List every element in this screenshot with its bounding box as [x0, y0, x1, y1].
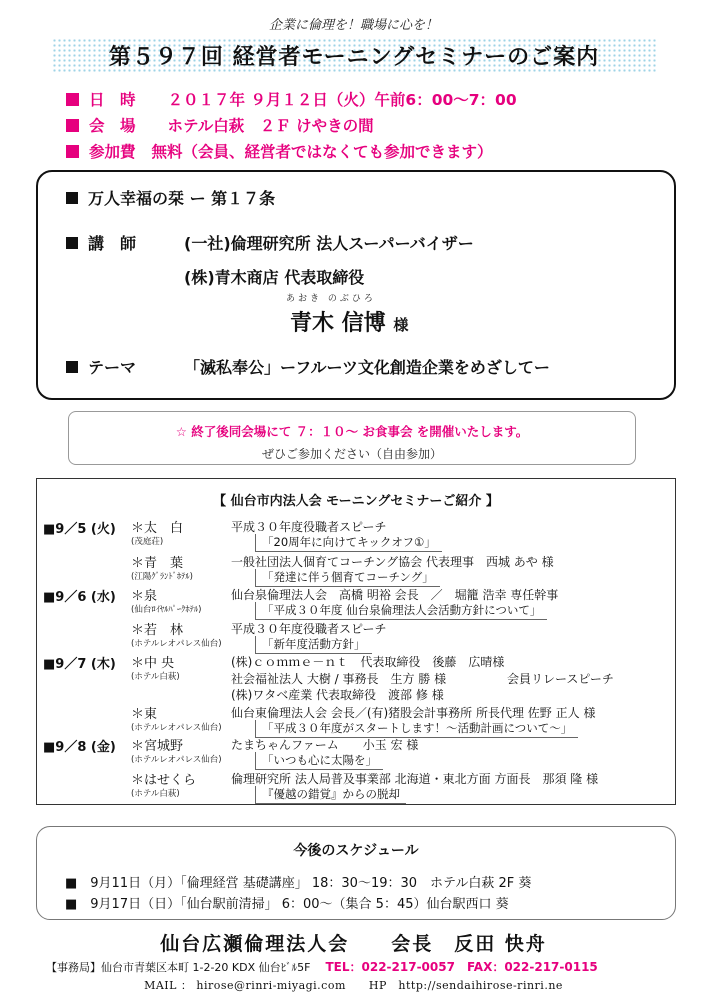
tel-fax: TEL：022-217-0057 FAX：022-217-0115 [325, 960, 598, 974]
event-venue: (ホテル白萩) [131, 672, 180, 682]
event-venue: (ホテルレオパレス仙台) [131, 723, 222, 733]
info-venue [66, 114, 374, 136]
notice-line2: ぜひご参加ください（自由参加） [261, 447, 442, 461]
office-address: 【事務局】仙台市青葉区本町 1-2-20 KDX 仙台ﾋﾞﾙ5F [46, 961, 311, 974]
square-bullet-icon [66, 237, 78, 249]
event-venue: (茂庭荘) [131, 537, 164, 547]
event-date: ■9／8 (金) [43, 740, 116, 755]
schedule-box [36, 826, 676, 920]
event-theme: 『優越の錯覚』からの脱却 [255, 786, 406, 804]
theme-label: テーマ [88, 358, 137, 377]
catchphrase: 企業に倫理を！職場に心を！ [268, 18, 438, 33]
event-date: ■9／6 (水) [43, 590, 116, 605]
info-value: ホテル白萩 ２Ｆ けやきの間 [167, 117, 374, 135]
event-desc: 平成３０年度役職者スピーチ [231, 622, 387, 636]
theme-text: 「滅私奉公」ーフルーツ文化創造企業をめざしてー [184, 358, 550, 377]
page-title: 第５９７回 経営者モーニングセミナーのご案内 [108, 44, 600, 70]
speaker-ruby: あおき のぶひろ [286, 294, 376, 304]
event-desc: 一般社団法人個育てコーチング協会 代表理事 西城 あや 様 [231, 555, 554, 569]
event-venue: (ホテルレオパレス仙台) [131, 639, 222, 649]
event-venue: (ホテルレオパレス仙台) [131, 755, 222, 765]
meal-notice [68, 411, 636, 465]
speaker-name: 青木 信博 [290, 311, 386, 336]
schedule-item: ■ 9月17日（日）「仙台駅前清掃」 6：00～（集合 5：45）仙台駅西口 葵 [65, 897, 509, 912]
event-name: ＊はせくら [131, 773, 197, 788]
contact-row: MAIL ： hirose@rinri-miyagi.com HP http://sendaihirose-rinri.ne [144, 979, 563, 992]
info-value: ２０１７年 ９月１２日（火）午前6：00～7：00 [167, 91, 517, 109]
event-date: ■9／7 (木) [43, 657, 116, 672]
square-bullet-icon [66, 145, 79, 158]
event-desc-3: (株)ワタベ産業 代表取締役 渡部 修 様 [231, 688, 444, 702]
event-theme: 「20周年に向けてキックオフ①」 [255, 534, 442, 552]
event-desc: 仙台泉倫理法人会 高橋 明裕 会長 ／ 堀籠 浩幸 専任幹事 [231, 588, 559, 602]
lecturer-row [66, 231, 136, 254]
schedule-heading: 今後のスケジュール [293, 843, 419, 859]
lecture-title: 万人幸福の栞 ー 第１７条 [88, 189, 276, 208]
event-name: ＊若 林 [131, 623, 184, 638]
speaker-suffix: 様 [393, 316, 409, 334]
event-name: ＊太 白 [131, 521, 184, 536]
event-desc: 仙台東倫理法人会 会長／(有)猪股会計事務所 所長代理 佐野 正人 様 [231, 706, 596, 720]
info-fee [66, 140, 493, 162]
event-desc-2: 社会福祉法人 大樹 / 事務長 生方 勝 様 [231, 672, 447, 686]
event-desc: (株)ｃｏｍｍｅ－ｎｔ 代表取締役 後藤 広晴様 [231, 655, 505, 669]
event-theme: 「平成３０年度がスタートします！～活動計画について～」 [255, 720, 578, 738]
event-theme: 「いつも心に太陽を」 [255, 752, 383, 770]
event-venue: (江陽ｸﾞﾗﾝﾄﾞﾎﾃﾙ) [131, 572, 193, 582]
lecture-row [66, 186, 275, 209]
event-theme: 「平成３０年度 仙台泉倫理法人会活動方針について」 [255, 602, 547, 620]
event-theme: 「発達に伴う個育てコーチング」 [255, 569, 440, 587]
square-bullet-icon [66, 93, 79, 106]
organization-name: 仙台広瀬倫理法人会 会長 反田 快舟 [160, 933, 547, 955]
event-name: ＊東 [131, 707, 158, 722]
lecturer-org1: (一社)倫理研究所 法人スーパーバイザー [184, 234, 474, 253]
schedule-item: ■ 9月11日（月）「倫理経営 基礎講座」 18：30～19：30 ホテル白萩 2F 葵 [65, 876, 532, 891]
event-note: 会員リレースピーチ [507, 672, 614, 686]
lecturer-org2: (株)青木商店 代表取締役 [184, 268, 365, 287]
event-desc: 倫理研究所 法人局普及事業部 北海道・東北方面 方面長 那須 隆 様 [231, 772, 599, 786]
info-datetime [66, 88, 517, 110]
theme-row [66, 355, 136, 378]
square-bullet-icon [66, 361, 78, 373]
info-label: 会 場 [89, 117, 136, 135]
info-value: 無料（会員、経営者ではなくても参加できます） [151, 143, 493, 161]
event-desc: 平成３０年度役職者スピーチ [231, 520, 387, 534]
square-bullet-icon [66, 119, 79, 132]
title-bar [52, 38, 656, 72]
event-desc: たまちゃんファーム 小玉 宏 様 [231, 738, 419, 752]
event-name: ＊宮城野 [131, 739, 184, 754]
event-theme: 「新年度活動方針」 [255, 636, 372, 654]
square-bullet-icon [66, 192, 78, 204]
info-label: 日 時 [89, 91, 136, 109]
info-label: 参加費 [89, 143, 136, 161]
event-venue: (ホテル白萩) [131, 789, 180, 799]
event-name: ＊中 央 [131, 656, 175, 671]
event-name: ＊青 葉 [131, 556, 184, 571]
event-date: ■9／5 (火) [43, 522, 116, 537]
intro-box [36, 478, 676, 805]
lecturer-label: 講 師 [88, 234, 137, 253]
notice-line1: ☆ 終了後同会場にて ７：１０～ お食事会 を開催いたします。 [175, 424, 529, 439]
speaker-name-row [290, 306, 408, 337]
event-name: ＊泉 [131, 589, 158, 604]
intro-heading: 【 仙台市内法人会 モーニングセミナーご紹介 】 [213, 494, 499, 509]
office-row [46, 958, 598, 975]
event-venue: (仙台ﾛｲﾔﾙﾊﾟｰｸﾎﾃﾙ) [131, 605, 202, 615]
